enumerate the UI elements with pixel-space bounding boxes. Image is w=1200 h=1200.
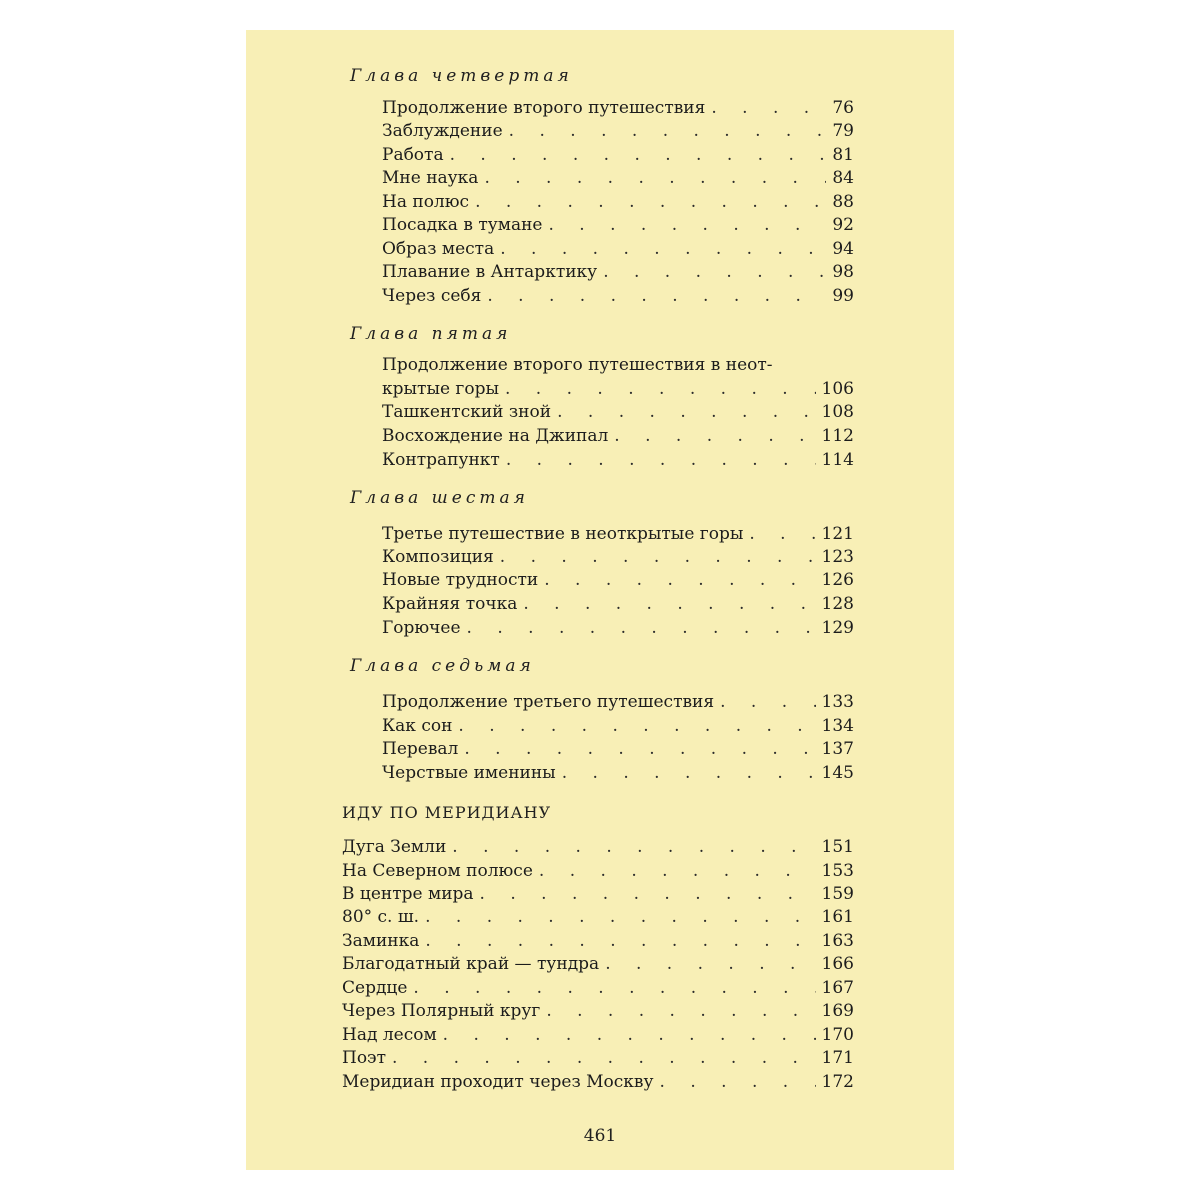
toc-entry: Третье путешествие в неоткрытые горы . . . 121 xyxy=(382,524,854,548)
toc-entry: Крайняя точка . . . 128 xyxy=(382,594,854,618)
toc-entry: Над лесом . . . 170 xyxy=(342,1025,854,1049)
chapter-heading: Глава четвертая xyxy=(350,66,573,86)
toc-entry: Продолжение второго путешествия . . . 76 xyxy=(382,98,854,122)
toc-entry: Горючее . . . 129 xyxy=(382,618,854,642)
toc-entry: Меридиан проходит через Москву . . . 172 xyxy=(342,1072,854,1096)
toc-entry: На Северном полюсе . . . 153 xyxy=(342,861,854,885)
toc-entry: Заблуждение . . . 79 xyxy=(382,121,854,145)
toc-entry: Образ места . . . 94 xyxy=(382,239,854,263)
book-page xyxy=(246,30,954,1170)
toc-entry: Сердце . . . 167 xyxy=(342,978,854,1002)
chapter-heading: Глава шестая xyxy=(350,488,529,508)
toc-entry: Контрапункт . . . 114 xyxy=(382,450,854,474)
toc-entry: Композиция . . . 123 xyxy=(382,547,854,571)
toc-entry: Мне наука . . . 84 xyxy=(382,168,854,192)
toc-entry: Перевал . . . 137 xyxy=(382,739,854,763)
section-heading: ИДУ ПО МЕРИДИАНУ xyxy=(342,803,552,822)
toc-entry: Заминка . . . 163 xyxy=(342,931,854,955)
toc-entry: Ташкентский зной . . . 108 xyxy=(382,402,854,426)
toc-entry: Восхождение на Джипал . . . 112 xyxy=(382,426,854,450)
toc-entry: Черствые именины . . . 145 xyxy=(382,763,854,787)
toc-entry: Продолжение второго путешествия в неот- xyxy=(382,355,773,375)
toc-entry: Как сон . . . 134 xyxy=(382,716,854,740)
toc-entry: Продолжение третьего путешествия . . . 133 xyxy=(382,692,854,716)
toc-entry: Работа . . . 81 xyxy=(382,145,854,169)
chapter-heading: Глава седьмая xyxy=(350,656,535,676)
toc-entry: 80° с. ш. . . . 161 xyxy=(342,907,854,931)
toc-entry: Плавание в Антарктику . . . 98 xyxy=(382,262,854,286)
toc-entry: Посадка в тумане . . . 92 xyxy=(382,215,854,239)
toc-entry: В центре мира . . . 159 xyxy=(342,884,854,908)
toc-entry: Новые трудности . . . 126 xyxy=(382,570,854,594)
toc-entry: Через Полярный круг . . . 169 xyxy=(342,1001,854,1025)
toc-entry: Благодатный край — тундра . . . 166 xyxy=(342,954,854,978)
chapter-heading: Глава пятая xyxy=(350,324,512,344)
toc-entry: крытые горы . . . 106 xyxy=(382,379,854,403)
toc-entry: На полюс . . . 88 xyxy=(382,192,854,216)
toc-entry: Через себя . . . 99 xyxy=(382,286,854,310)
toc-entry: Дуга Земли . . . 151 xyxy=(342,837,854,861)
page-number: 461 xyxy=(583,1126,617,1146)
toc-entry: Поэт . . . 171 xyxy=(342,1048,854,1072)
